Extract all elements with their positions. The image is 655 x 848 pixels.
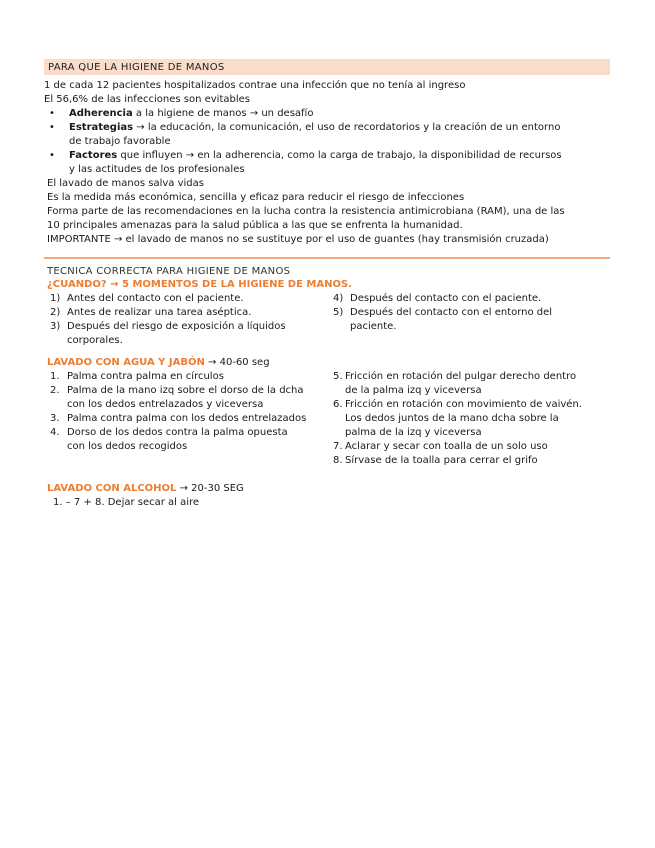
agua-left <box>44 370 327 468</box>
alcohol-heading: LAVADO CON ALCOHOL → 20-30 SEG <box>47 483 244 494</box>
item-number: 7. <box>333 441 343 452</box>
item-text: Palma contra palma en círculos <box>67 371 224 382</box>
moments-columns <box>44 292 610 348</box>
item-text: corporales. <box>67 335 123 346</box>
list-item: • Factores que influyen → en la adherencia, como la carga de trabajo, la disponibilidad de recursos y las actitudes de los profesionales <box>49 150 562 175</box>
item-number: 1) <box>50 293 61 304</box>
bullet-icon: • <box>49 108 55 119</box>
list-item <box>50 320 327 348</box>
item-text: Antes de realizar una tarea aséptica. <box>67 307 252 318</box>
item-number: 2) <box>50 307 61 318</box>
item-number: 6. <box>333 399 343 410</box>
bullet-list <box>44 107 610 177</box>
list-item <box>50 426 327 454</box>
item-text: Aclarar y secar con toalla de un solo uso <box>345 441 548 452</box>
list-item <box>50 370 327 384</box>
item-text: Después del contacto con el paciente. <box>350 293 542 304</box>
item-number: 3. <box>50 413 60 424</box>
list-item <box>50 384 327 412</box>
item-text: Sírvase de la toalla para cerrar el grifo <box>345 455 538 466</box>
divider <box>44 257 610 259</box>
list-item <box>333 398 610 440</box>
agua-columns <box>44 370 610 468</box>
item-number: 4) <box>333 293 344 304</box>
item-text: de la palma izq y viceversa <box>345 385 482 396</box>
moments-left <box>44 292 327 348</box>
item-text: Después del contacto con el entorno del <box>350 307 553 318</box>
moments-right <box>327 292 610 348</box>
when-heading: ¿CUANDO? → 5 MOMENTOS DE LA HIGIENE DE MANOS. <box>47 279 352 290</box>
text-line-4: Es la medida más económica, sencilla y eficaz para reducir el riesgo de infecciones <box>47 192 465 203</box>
item-number: 8. <box>333 455 343 466</box>
bullet-icon: • <box>49 150 55 161</box>
text-line-5b: 10 principales amenazas para la salud pública a las que se enfrenta la humanidad. <box>47 220 463 231</box>
item-text: paciente. <box>350 321 397 332</box>
item-text: Palma de la mano izq sobre el dorso de la dcha <box>67 385 304 396</box>
text-line-3: El lavado de manos salva vidas <box>47 178 204 189</box>
section-heading-para-que: PARA QUE LA HIGIENE DE MANOS <box>44 59 610 75</box>
item-text: Fricción en rotación del pulgar derecho dentro <box>345 371 577 382</box>
important-line: IMPORTANTE → el lavado de manos no se sustituye por el uso de guantes (hay transmisión cruzada) <box>47 234 549 245</box>
list-item <box>333 440 610 454</box>
list-item <box>333 292 610 306</box>
item-text: Después del riesgo de exposición a líquidos <box>67 321 286 332</box>
list-item <box>50 412 327 426</box>
item-number: 3) <box>50 321 61 332</box>
document-page <box>44 59 610 510</box>
list-item: • Adherencia a la higiene de manos → un desafío <box>49 108 314 119</box>
list-item: • Estrategias → la educación, la comunicación, el uso de recordatorios y la creación de un entorno de trabajo favorable <box>49 122 561 147</box>
agua-heading: LAVADO CON AGUA Y JABÓN → 40-60 seg <box>47 357 270 368</box>
item-number: 2. <box>50 385 60 396</box>
list-item <box>333 306 610 334</box>
bullet-icon: • <box>49 122 55 133</box>
item-text: Dorso de los dedos contra la palma opuesta <box>67 427 288 438</box>
item-text: palma de la izq y viceversa <box>345 427 482 438</box>
item-text: con los dedos recogidos <box>67 441 188 452</box>
list-item <box>50 292 327 306</box>
item-text: Antes del contacto con el paciente. <box>67 293 244 304</box>
item-text: Palma contra palma con los dedos entrelazados <box>67 413 307 424</box>
item-number: 1. <box>50 371 60 382</box>
alcohol-item: 1. – 7 + 8. Dejar secar al aire <box>53 497 200 508</box>
text-line-5a: Forma parte de las recomendaciones en la lucha contra la resistencia antimicrobiana (RAM), una de las <box>47 206 565 217</box>
list-item <box>50 306 327 320</box>
item-number: 5) <box>333 307 344 318</box>
list-item <box>333 370 610 398</box>
list-item <box>333 454 610 468</box>
item-text: Los dedos juntos de la mano dcha sobre la <box>345 413 559 424</box>
section-heading-tecnica: TECNICA CORRECTA PARA HIGIENE DE MANOS <box>47 266 291 277</box>
stat-line-1: 1 de cada 12 pacientes hospitalizados contrae una infección que no tenía al ingreso <box>44 80 466 91</box>
item-text: Fricción en rotación con movimiento de vaivén. <box>345 399 582 410</box>
agua-right <box>327 370 610 468</box>
item-number: 4. <box>50 427 60 438</box>
item-number: 5. <box>333 371 343 382</box>
stat-line-2: El 56,6% de las infecciones son evitables <box>44 94 250 105</box>
item-text: con los dedos entrelazados y viceversa <box>67 399 264 410</box>
